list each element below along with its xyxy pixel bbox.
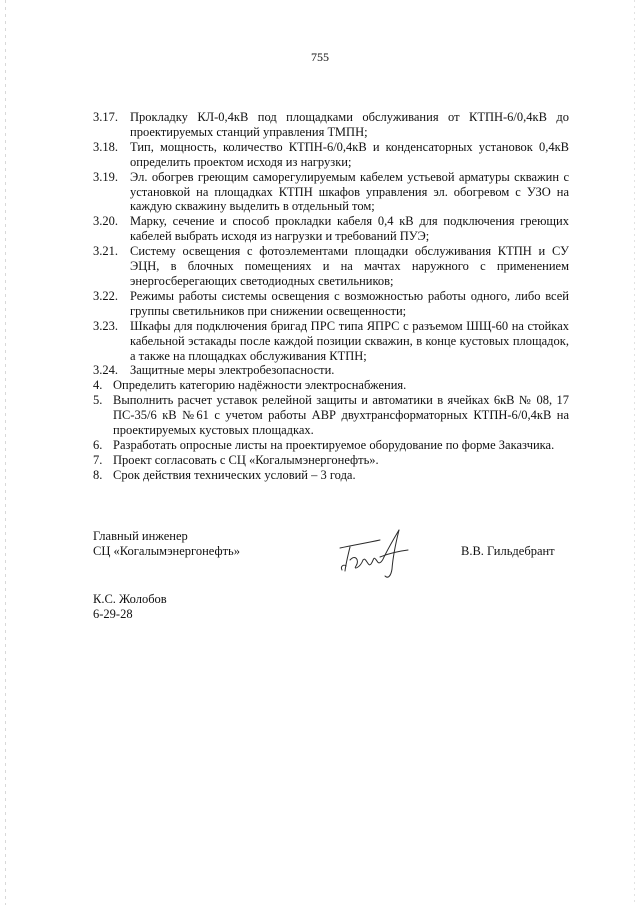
list-item xyxy=(93,319,569,364)
signatory-organization: СЦ «Когалымэнергонефть» xyxy=(93,544,241,558)
list-item-number: 7. xyxy=(93,452,103,467)
list-item-number: 8. xyxy=(93,467,103,482)
list-item-number: 6. xyxy=(93,437,103,452)
scan-edge-right xyxy=(634,0,635,905)
list-item-text: Выполнить расчет уставок релейной защиты и автоматики в ячейках 6кВ № 08, 17 ПС-35/6 кВ №61 с учетом работы АВР двухтрансформаторных КТПН-6/0,4кВ на проектируемых кустовых площадках. xyxy=(113,393,569,438)
signatory-name: В.В. Гильдебрант xyxy=(461,544,555,558)
handwritten-signature xyxy=(336,526,416,582)
list-item-number: 3.20. xyxy=(93,214,118,229)
list-item-text: Систему освещения с фотоэлементами площадки обслуживания КТПН и СУ ЭЦН, в блочных помещениях и на мачтах наружного с применением энергосберегающих светодиодных светильников; xyxy=(130,244,569,288)
signatory-title: Главный инженер xyxy=(93,529,188,543)
list-item-number: 3.19. xyxy=(93,169,118,184)
list-item-text: Режимы работы системы освещения с возможностью работы одного, либо всей группы светильников при снижении освещенности; xyxy=(130,288,569,318)
list-item-text: Шкафы для подключения бригад ПРС типа ЯПРС с разъемом ШЩ-60 на стойках кабельной эстакады после каждой позиции скважин, в конце кустовых площадок, а также на площадках обслуживания КТПН; xyxy=(130,318,569,363)
list-item-number: 3.21. xyxy=(93,244,118,259)
list-item-number: 5. xyxy=(93,393,103,408)
list-item-text: Тип, мощность, количество КТПН-6/0,4кВ и конденсаторных установок 0,4кВ определить проектом исходя из нагрузки; xyxy=(130,139,569,169)
list-item xyxy=(93,170,569,215)
list-item-text: Разработать опросные листы на проектируемое оборудование по форме Заказчика. xyxy=(113,437,555,452)
list-item xyxy=(93,363,569,378)
page-number: 755 xyxy=(311,50,329,64)
list-item xyxy=(93,244,569,289)
list-item xyxy=(93,468,569,483)
list-item xyxy=(93,214,569,244)
scan-edge-left xyxy=(5,0,6,905)
list-item-text: Определить категорию надёжности электроснабжения. xyxy=(113,378,407,393)
list-item xyxy=(93,378,569,393)
list-item-text: Эл. обогрев греющим саморегулируемым кабелем устьевой арматуры скважин с установкой на площадках КТПН шкафов управления эл. обогревом с УЗО на каждую скважину выделить в отдельный том; xyxy=(130,169,569,214)
executor-name: К.С. Жолобов xyxy=(93,592,167,606)
executor-phone: 6-29-28 xyxy=(93,607,133,621)
list-item xyxy=(93,393,569,438)
list-item-number: 3.23. xyxy=(93,318,118,333)
list-item-number: 3.18. xyxy=(93,139,118,154)
list-item-text: Марку, сечение и способ прокладки кабеля 0,4 кВ для подключения греющих кабелей выбрать исходя из нагрузки и требований ПУЭ; xyxy=(130,214,569,244)
list-item-number: 4. xyxy=(93,378,103,393)
list-item xyxy=(93,110,569,140)
list-item-text: Защитные меры электробезопасности. xyxy=(130,363,335,378)
list-item-text: Проект согласовать с СЦ «Когалымэнергонефть». xyxy=(113,452,379,467)
requirements-list xyxy=(93,110,569,483)
list-item-number: 3.22. xyxy=(93,288,118,303)
list-item-number: 3.17. xyxy=(93,110,118,124)
list-item-number: 3.24. xyxy=(93,363,118,378)
list-item xyxy=(93,289,569,319)
list-item xyxy=(93,453,569,468)
list-item xyxy=(93,438,569,453)
list-item-text: Прокладку КЛ-0,4кВ под площадками обслуживания от КТПН-6/0,4кВ до проектируемых станций управления ТМПН; xyxy=(130,110,569,139)
list-item-text: Срок действия технических условий – 3 года. xyxy=(113,467,356,482)
list-item xyxy=(93,140,569,170)
